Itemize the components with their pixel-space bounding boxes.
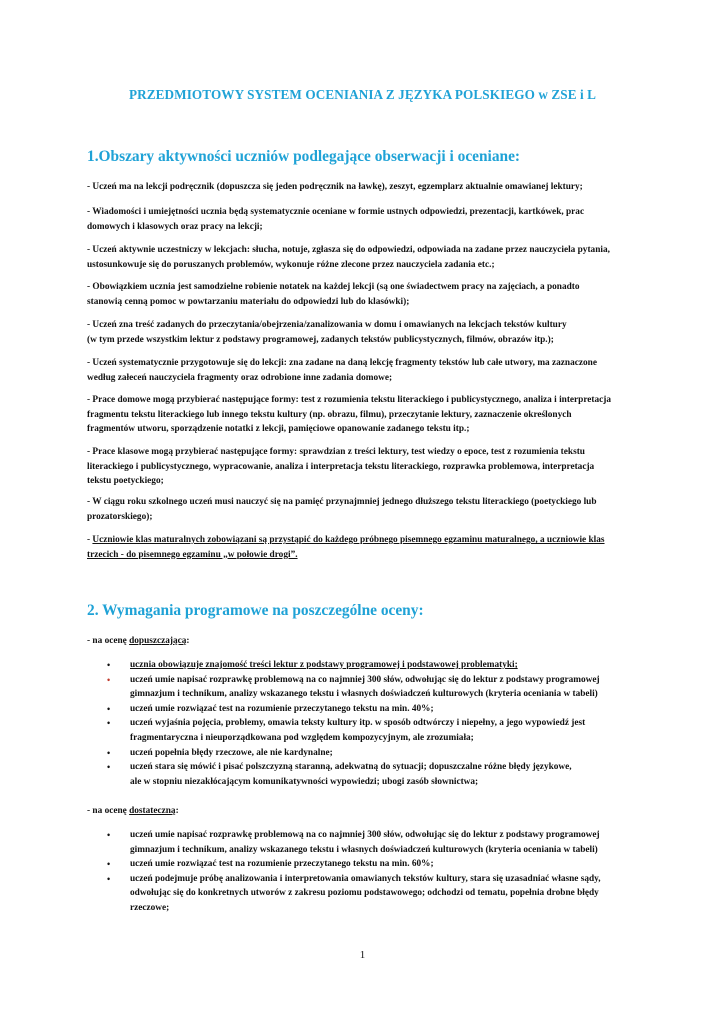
list-item-text: uczeń stara się mówić i pisać polszczyzną staranną, adekwatną do sytuacji; dopuszczalne różne błędy językowe, ale w stopniu niezakłócającym komunikatywności wypowiedzi; ubogi zasób słownictwa; — [130, 762, 572, 787]
grade-name-dostateczna: dostateczną — [129, 806, 176, 816]
list-item-text: uczeń podejmuje próbę analizowania i interpretowania omawianych tekstów kultury, stara się uzasadniać własne sądy, odwołując się do konkretnych utworów z zakresu poziomu podstawowego; odchodzi od tematu, popełnia drobne błędy rzeczowe; — [130, 873, 601, 913]
page-number: 1 — [359, 949, 366, 961]
grade-label-colon: : — [186, 636, 190, 646]
list-item — [87, 702, 639, 717]
list-item — [87, 716, 639, 745]
s1-paragraph-2: - Wiadomości i umiejętności ucznia będą systematycznie oceniane w formie ustnych odpowiedzi, prezentacji, kartkówek, prac domowych i klasowych oraz pracy na lekcji; — [87, 207, 585, 232]
grade-dopuszczajaca-label — [87, 636, 190, 646]
grade-label-prefix: - na ocenę — [87, 806, 130, 816]
list-item-text: uczeń wyjaśnia pojęcia, problemy, omawia teksty kultury itp. w sposób odtwórczy i niepełny, a jego wypowiedź jest fragmentaryczna i nieuporządkowana pod względem kompozycyjnym, ale zrozumiała; — [130, 718, 586, 743]
s1-paragraph-4: - Obowiązkiem ucznia jest samodzielne robienie notatek na każdej lekcji (są one świadectwem pracy na zajęciach, a ponadto stanowią cenną pomoc w powtarzaniu materiału do odpowiedzi lub do klasówki); — [87, 282, 580, 307]
list-item — [87, 760, 639, 789]
bullet-icon: • — [107, 830, 111, 840]
bullet-icon: • — [107, 718, 111, 729]
s1-paragraph-3: - Uczeń aktywnie uczestniczy w lekcjach: słucha, notuje, zgłasza się do odpowiedzi, odpowiada na zadane przez nauczyciela pytania, ustosunkowuje się do poruszanych problemów, wykonuje różne zlecone przez nauczyciela zadania etc.; — [87, 245, 610, 270]
section-2-heading: 2. Wymagania programowe na poszczególne oceny: — [87, 602, 424, 619]
grade-label-prefix: - na ocenę — [87, 636, 130, 646]
list-item-text: uczeń umie napisać rozprawkę problemową na co najmniej 300 słów, odwołując się do lektur z podstawy programowej gimnazjum i technikum, analizy wskazanego tekstu i własnych doświadczeń kulturowych (kryteria oceniania w tabeli) — [130, 830, 600, 855]
s1-paragraph-6: - Uczeń systematycznie przygotowuje się do lekcji: zna zadane na daną lekcję fragmenty tekstów lub całe utwory, ma zaznaczone według załeceń nauczyciela fragmenty oraz odrobione inne zadania domowe; — [87, 358, 597, 383]
document-title: PRZEDMIOTOWY SYSTEM OCENIANIA Z JĘZYKA POLSKIEGO w ZSE i L — [128, 87, 597, 102]
grade-label-colon: : — [175, 806, 179, 816]
s1-paragraph-1: - Uczeń ma na lekcji podręcznik (dopuszcza się jeden podręcznik na ławkę), zeszyt, egzemplarz aktualnie omawianej lektury; — [87, 182, 583, 192]
list-item-text: uczeń popełnia błędy rzeczowe, ale nie kardynalne; — [130, 747, 333, 758]
bullet-icon: • — [107, 859, 111, 870]
bullet-icon: • — [107, 873, 111, 884]
list-item-text: uczeń umie napisać rozprawkę problemową na co najmniej 300 słów, odwołując się do lektur z podstawy programowej gimnazjum i technikum, analizy wskazanego tekstu i własnych doświadczeń kulturowych (kryteria oceniania w tabeli) — [130, 674, 600, 700]
list-item — [87, 658, 639, 673]
list-item-text: uczeń umie rozwiązać test na rozumienie przeczytanego tekstu na min. 60%; — [130, 859, 434, 870]
section-1-heading: 1.Obszary aktywności uczniów podlegające obserwacji i oceniane: — [87, 148, 521, 165]
list-item-text: uczeń umie rozwiązać test na rozumienie przeczytanego tekstu na min. 40%; — [130, 703, 434, 714]
s1-paragraph-5: - Uczeń zna treść zadanych do przeczytania/obejrzenia/zanalizowania w domu i omawianych na lekcjach tekstów kultury (w tym przede wszystkim lektur z podstawy programowej, zadanych tekstów publicystycznych, filmów, obrazów itp.); — [87, 320, 567, 345]
list-item — [87, 857, 639, 872]
s1-paragraph-8: - Prace klasowe mogą przybierać następujące formy: sprawdzian z treści lektury, test wiedzy o epoce, test z rozumienia tekstu literackiego i publicystycznego, wypracowanie, analiza i interpretacja tekstu literackiego, rozprawka problemowa, interpretacja tekstu poetyckiego; — [87, 447, 595, 487]
bullet-icon: • — [107, 660, 111, 670]
grade-name-dopuszczajaca: dopuszczającą — [129, 636, 187, 646]
bullet-icon: • — [107, 674, 111, 685]
list-item-text: ucznia obowiązuje znajomość treści lektur z podstawy programowej i podstawowej problematyki; — [130, 660, 518, 670]
bullet-icon: • — [107, 762, 111, 773]
s1-paragraph-9: - W ciągu roku szkolnego uczeń musi nauczyć się na pamięć przynajmniej jednego dłuższego tekstu literackiego (poetyckiego lub prozatorskiego); — [87, 497, 597, 522]
grade-dostateczna-list — [87, 828, 639, 916]
s1-paragraph-7: - Prace domowe mogą przybierać następujące formy: test z rozumienia tekstu literackiego i publicystycznego, analiza i interpretacja fragmentu tekstu literackiego lub innego tekstu kultury (np. obrazu, filmu), przeczytanie lektury, zaznaczenie określonych fragmentów utworu, sporządzenie notatki z lekcji, pamięciowe opanowanie zadanego tekstu itp.; — [87, 395, 612, 435]
grade-dostateczna-label — [87, 806, 179, 816]
list-item — [87, 872, 639, 916]
s1-paragraph-maturalne — [87, 533, 639, 562]
bullet-icon: • — [107, 747, 111, 758]
list-item — [87, 828, 639, 857]
s1-maturalne-dash: - — [87, 535, 93, 545]
s1-maturalne-text: Uczniowie klas maturalnych zobowiązani są przystąpić do każdego próbnego pisemnego egzaminu maturalnego, a uczniowie klas trzecich - do pisemnego egzaminu „w połowie drogi”. — [87, 535, 605, 560]
grade-dopuszczajaca-list — [87, 658, 639, 789]
list-item — [87, 673, 639, 702]
bullet-icon: • — [107, 703, 111, 714]
list-item — [87, 746, 639, 761]
